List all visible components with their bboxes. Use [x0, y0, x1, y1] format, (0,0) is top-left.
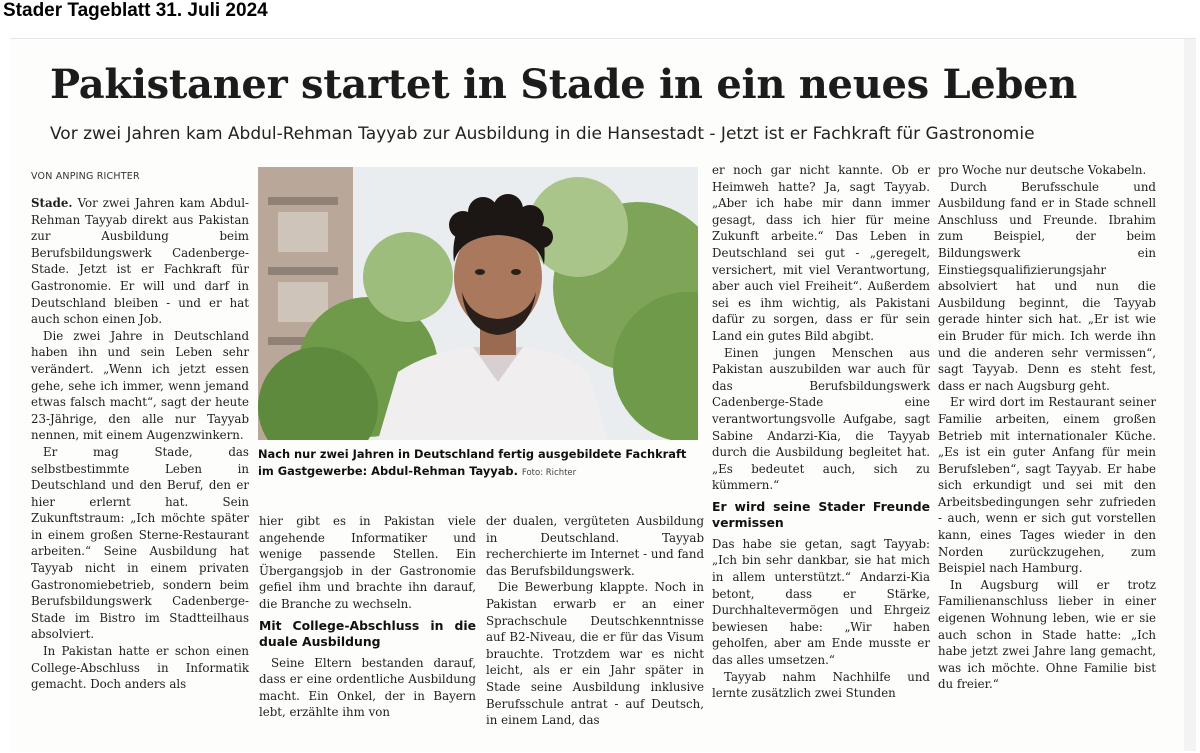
paragraph: Durch Berufsschule und Ausbildung fand er in Stade schnell Anschluss und Freunde. Ibrahim zum Beispiel, der beim Bildungswerk ein Einstiegsqualifizierungsjahr absolviert hat und nun die Ausbildung beginnt, die Tayyab gerade hinter sich hat. „Er ist wie ein Bruder für mich. Ich werde ihn und die anderen sehr vermissen“, sagt Tayyab. Denn es steht fest, dass er nach Augsburg geht. [938, 179, 1156, 393]
paragraph [31, 195, 249, 328]
page-edge [1184, 39, 1196, 751]
portrait-illustration [258, 167, 698, 440]
text-column-3 [486, 513, 704, 729]
portrait-photo [258, 167, 698, 440]
paragraph: Er wird dort im Restaurant seiner Familie arbeiten, einem großen Betrieb mit internationaler Küche. „Es ist ein guter Anfang für mein Berufsleben“, sagt Tayyab. Er habe sich erkundigt und sei mit den Arbeitsbedingungen sehr zufrieden - auch, wenn er sich gut vorstellen kann, eines Tages wieder in den Norden zurückzugehen, zum Beispiel nach Hamburg. [938, 395, 1156, 576]
paragraph: Seine Eltern bestanden darauf, dass er eine ordentliche Ausbildung macht. Ein Onkel, der in Bayern lebt, erzählte ihm von [259, 655, 476, 720]
source-line: Stader Tageblatt 31. Juli 2024 [3, 0, 268, 21]
paragraph: hier gibt es in Pakistan viele angehende Informatiker und wenige passende Stellen. Ein Übergangsjob in der Gastronomie gefiel ihm und brachte ihn darauf, die Branche zu wechseln. [259, 514, 476, 611]
text-column-5 [938, 162, 1156, 693]
paragraph: Tayyab nahm Nachhilfe und lernte zusätzlich zwei Stunden [712, 669, 930, 701]
text-column-2 [259, 513, 476, 721]
dateline: Stade. [31, 196, 73, 210]
headline: Pakistaner startet in Stade in ein neues Leben [50, 61, 1078, 108]
paragraph: Die zwei Jahre in Deutschland haben ihn und sein Leben sehr verändert. „Wenn ich jetzt essen gehe, sehe ich immer, wenn jemand etwas falsch macht“, sagt der heute 23-Jährige, den alle nur Tayyab nennen, mit einem Augenzwinkern. [31, 328, 249, 443]
paragraph: Das habe sie getan, sagt Tayyab: „Ich bin sehr dankbar, sie hat mich in allem unterstützt.“ Andarzi-Kia betont, dass er Stärke, Durchhaltevermögen und Ehrgeiz bewiesen habe: „Wir haben geholfen, aber am Ende musste er das alles umsetzen.“ [712, 536, 930, 668]
paragraph: pro Woche nur deutsche Vokabeln. [938, 163, 1147, 177]
paragraph: Die Bewerbung klappte. Noch in Pakistan erwarb er an einer Sprachschule Deutschkenntnisse auf B2-Niveau, die er für das Visum brauchte. Trotzdem war es nicht leicht, als er ein Jahr später in Stade seine Ausbildung inklusive Berufsschule antrat - auf Deutsch, in einem Land, das [486, 580, 704, 728]
photo-caption [258, 446, 698, 482]
paragraph: der dualen, vergüteten Ausbildung in Deutschland. Tayyab recherchierte im Internet - und fand das Berufsbildungswerk. [486, 514, 704, 578]
paragraph: Er mag Stade, das selbstbestimmte Leben in Deutschland und den Beruf, den er hier erlernt hat. Sein Zukunftstraum: „Ich möchte später in einem großen Sterne-Restaurant arbeiten.“ Seine Ausbildung hat Tayyab nicht in einem privaten Gastronomiebetrieb, sondern beim Berufsbildungswerk Cadenberge-Stade im Bistro im Stadtteilhaus absolviert. [31, 444, 249, 642]
subheadline: Vor zwei Jahren kam Abdul-Rehman Tayyab zur Ausbildung in die Hansestadt - Jetzt ist er Fachkraft für Gastronomie [50, 124, 1035, 144]
caption-text: Nach nur zwei Jahren in Deutschland fertig ausgebildete Fachkraft im Gastgewerbe: Abdul-Rehman Tayyab. [258, 447, 687, 478]
newspaper-clipping [10, 38, 1196, 751]
paragraph: In Augsburg will er trotz Familienanschluss lieber in einer eigenen Wohnung leben, wie er sie auch schon in Stade hatte: „Ich habe jetzt zwei Jahre lang gemacht, was ich möchte. Ohne Familie bist du freier.“ [938, 577, 1156, 692]
section-heading: Mit College-Abschluss in die duale Ausbildung [259, 617, 476, 649]
paragraph: Einen jungen Menschen aus Pakistan auszubilden war auch für das Berufsbildungswerk Cadenberge-Stade eine verantwortungsvolle Aufgabe, sagt Sabine Andarzi-Kia, die Tayyab durch die Ausbildung begleitet hat. „Es bedeutet auch, sich zu kümmern.“ [712, 345, 930, 493]
photo-credit: Foto: Richter [521, 468, 577, 478]
text-column-1 [31, 195, 249, 693]
section-heading: Er wird seine Stader Freunde vermissen [712, 498, 930, 530]
author-byline: VON ANPING RICHTER [31, 171, 140, 182]
paragraph: In Pakistan hatte er schon einen College-Abschluss in Informatik gemacht. Doch anders als [31, 644, 249, 692]
text-column-4 [712, 162, 930, 702]
paragraph-text: Vor zwei Jahren kam Abdul-Rehman Tayyab direkt aus Pakistan zur Ausbildung beim Berufsbildungswerk Cadenberge-Stade. Jetzt ist er Fachkraft für Gastronomie. Er will und darf in Deutschland bleiben - und er hat auch schon einen Job. [31, 196, 250, 327]
paragraph: er noch gar nicht kannte. Ob er Heimweh hatte? Ja, sagt Tayyab. „Aber ich habe mir dann immer gesagt, dass ich hier für meine Zukunft arbeite.“ Das Leben in Deutschland sei gut - „geregelt, versichert, mit viel Verantwortung, aber auch viel Freiheit“. Außerdem sei es ihm wichtig, als Pakistani dafür zu sorgen, dass er für sein Land ein gutes Bild abgibt. [712, 163, 930, 343]
